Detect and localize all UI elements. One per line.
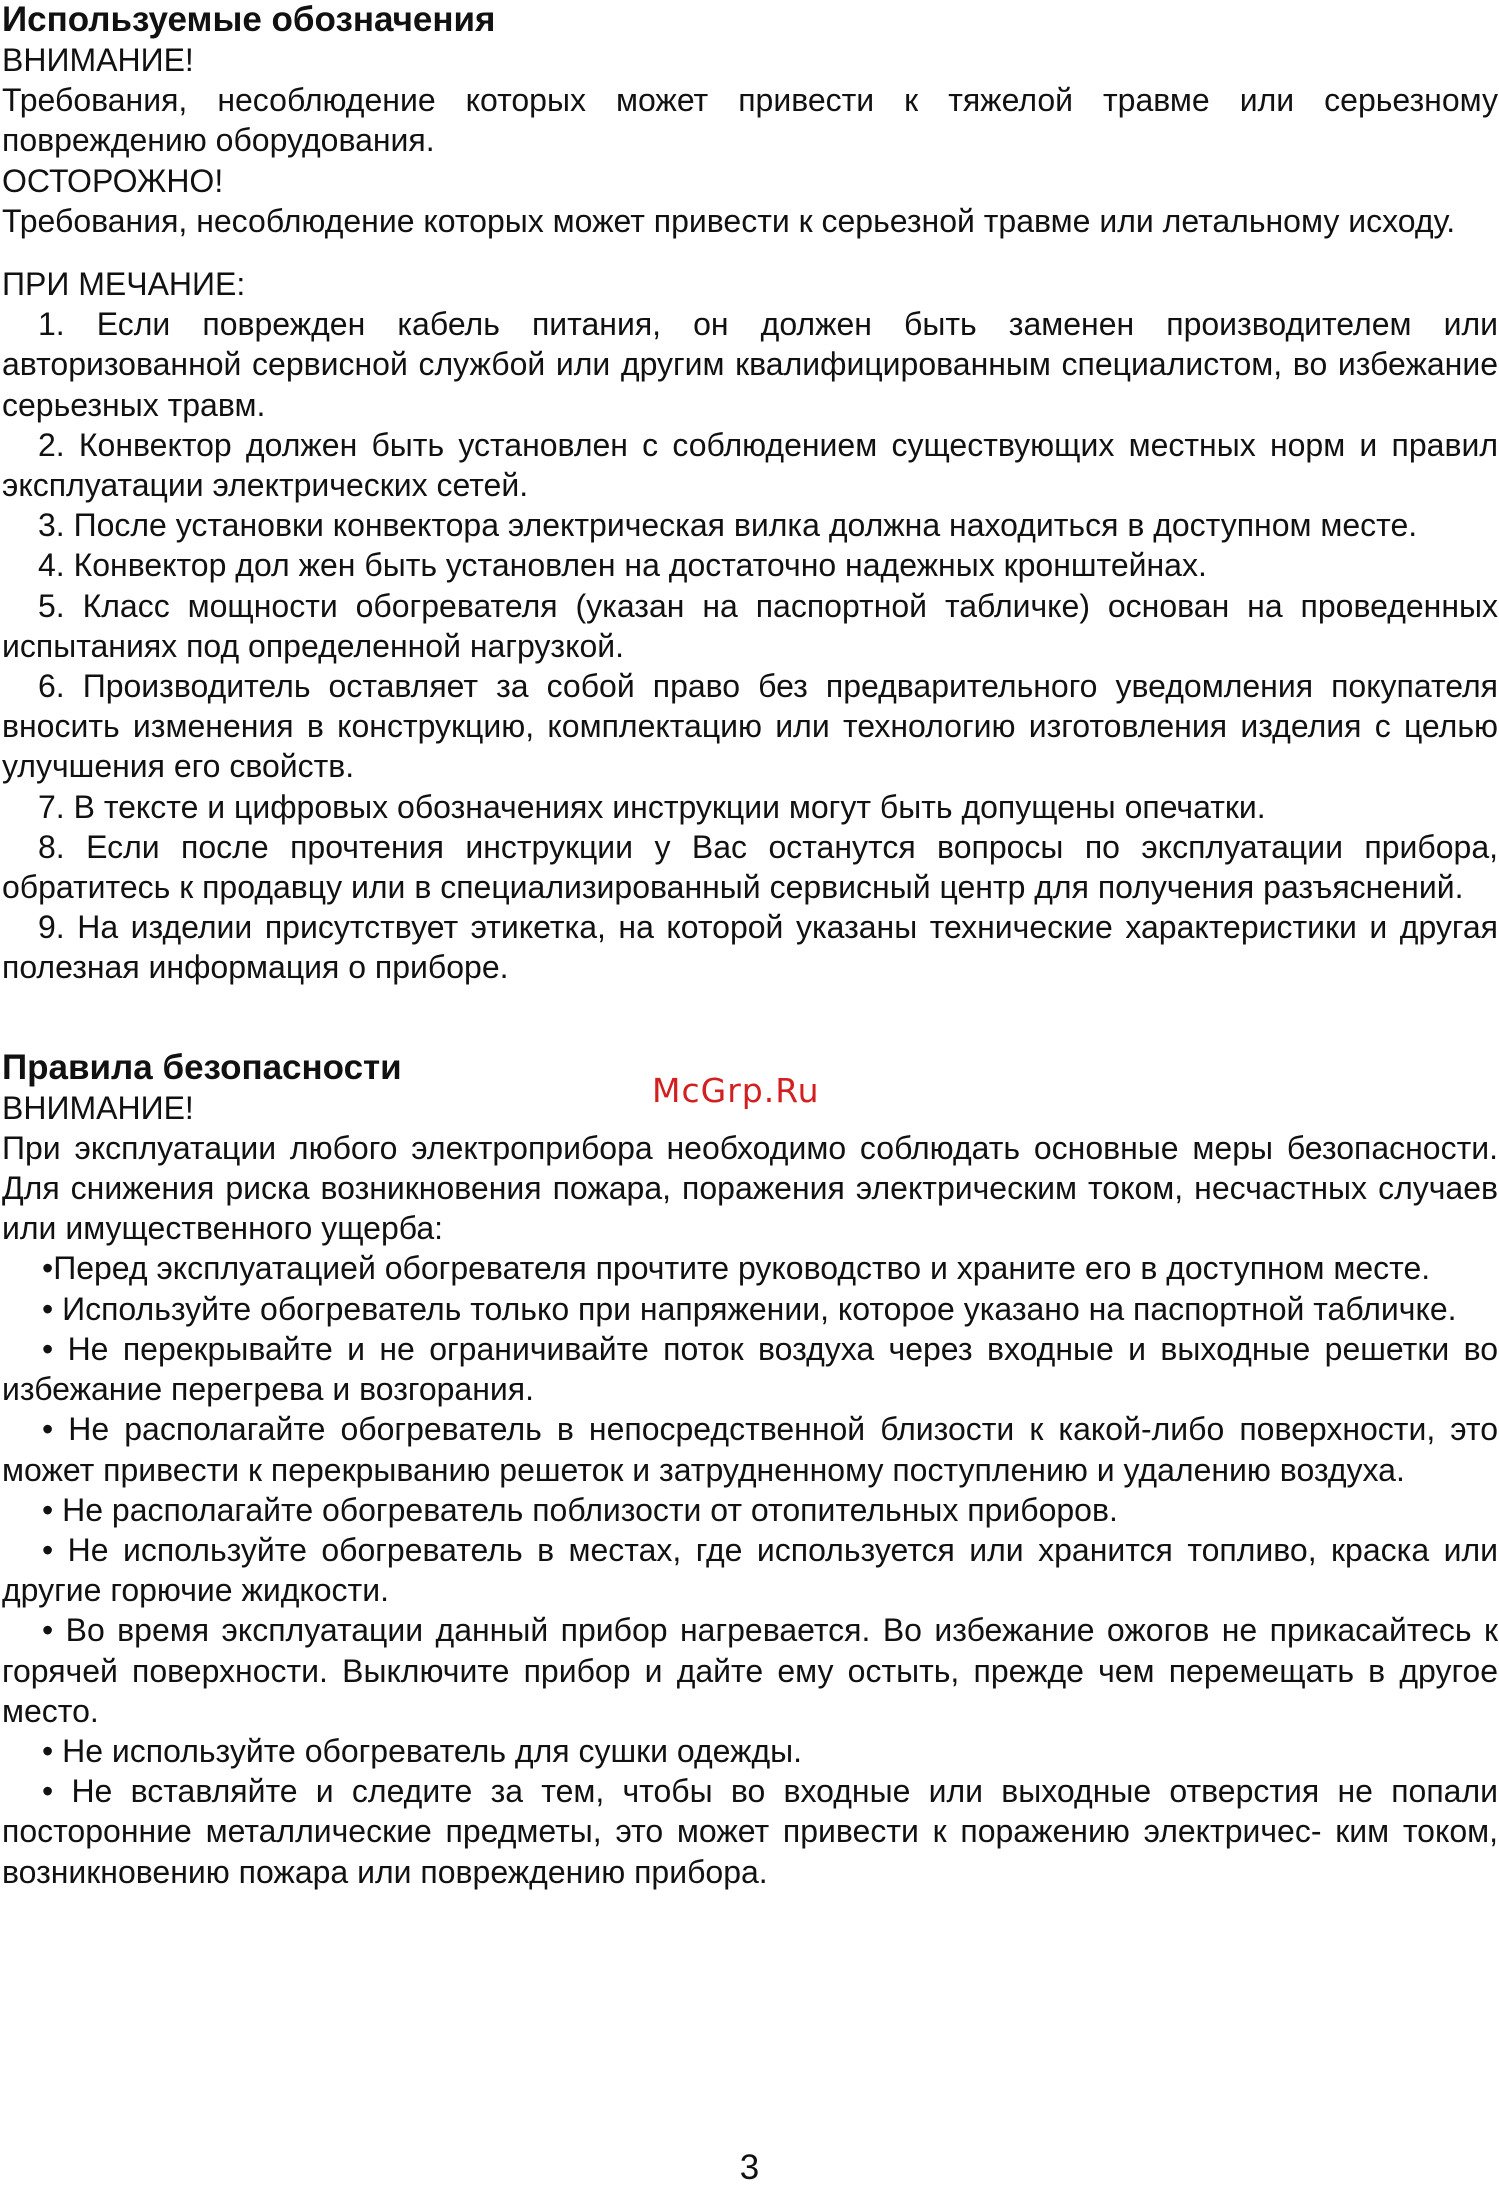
section-title-symbols: Используемые обозначения [2, 0, 496, 39]
warning-text: Требования, несоблюдение которых может привести к тяжелой травме или серьезному повреждению оборудования. [2, 82, 1498, 159]
note-item: 3. После установки конвектора электрическая вилка должна находиться в доступном месте. [38, 507, 1418, 544]
caution-label: ОСТОРОЖНО! [2, 162, 224, 199]
safety-bullet: • Во время эксплуатации данный прибор нагревается. Во избежание ожогов не прикасайтесь к горячей поверхности. Выключите прибор и дайте ему остыть, прежде чем перемещать в другое место. [2, 1612, 1498, 1729]
safety-bullet: • Не располагайте обогреватель в непосредственной близости к какой-либо поверхности, это может привести к перекрыванию решеток и затрудненному поступлению и удалению воздуха. [2, 1411, 1498, 1488]
safety-bullet: • Не располагайте обогреватель поблизости от отопительных приборов. [42, 1491, 1118, 1528]
caution-text: Требования, несоблюдение которых может привести к серьезной травме или летальному исходу. [2, 202, 1456, 239]
note-item: 8. Если после прочтения инструкции у Вас останутся вопросы по эксплуатации прибора, обратитесь к продавцу или в специализированный сервисный центр для получения разъяснений. [2, 828, 1498, 906]
note-label: ПРИ МЕЧАНИЕ: [2, 266, 246, 303]
section-title-safety: Правила безопасности [2, 1047, 402, 1087]
note-item: 4. Конвектор дол жен быть установлен на достаточно надежных кронштейнах. [38, 547, 1207, 584]
watermark: McGrp.Ru [652, 1071, 820, 1110]
safety-bullet: • Не вставляйте и следите за тем, чтобы во входные или выходные отверстия не попали посторонние металлические предметы, это может привести к поражению электричес- ким током, возникновению пожара или повреждению прибора. [2, 1773, 1498, 1890]
note-item: 5. Класс мощности обогревателя (указан на паспортной табличке) основан на проведенных испытаниях под определенной нагрузкой. [2, 587, 1498, 664]
safety-bullet: •Перед эксплуатацией обогревателя прочтите руководство и храните его в доступном месте. [42, 1250, 1431, 1287]
note-item: 6. Производитель оставляет за собой право без предварительного уведомления покупателя вносить изменения в конструкцию, комплектацию или технологию изготовления изделия с целью улучшения его свойств. [2, 668, 1498, 785]
warning-label: ВНИМАНИЕ! [2, 42, 194, 78]
note-item: 2. Конвектор должен быть установлен с соблюдением существующих местных норм и правил эксплуатации электрических сетей. [2, 426, 1498, 504]
note-item: 9. На изделии присутствует этикетка, на которой указаны технические характеристики и другая полезная информация о приборе. [2, 909, 1498, 986]
document-page [2, 0, 1498, 1892]
note-item: 1. Если поврежден кабель питания, он должен быть заменен производителем или авторизованной сервисной службой или другим квалифицированным специалистом, во избежание серьезных травм. [2, 306, 1498, 423]
safety-bullet: • Не используйте обогреватель в местах, где используется или хранится топливо, краска или другие горючие жидкости. [2, 1531, 1498, 1609]
page-number: 3 [739, 2148, 760, 2187]
safety-bullet: • Не перекрывайте и не ограничивайте поток воздуха через входные и выходные решетки во избежание перегрева и возгорания. [2, 1330, 1498, 1408]
safety-warning-label: ВНИМАНИЕ! [2, 1089, 194, 1126]
safety-bullet: • Не используйте обогреватель для сушки одежды. [42, 1732, 803, 1769]
note-item: 7. В тексте и цифровых обозначениях инструкции могут быть допущены опечатки. [38, 788, 1266, 825]
safety-bullet: • Используйте обогреватель только при напряжении, которое указано на паспортной табличке. [42, 1290, 1457, 1327]
safety-intro: При эксплуатации любого электроприбора необходимо соблюдать основные меры безопасности. Для снижения риска возникновения пожара, поражения электрическим током, несчастных случаев или имущественного ущерба: [2, 1129, 1498, 1247]
